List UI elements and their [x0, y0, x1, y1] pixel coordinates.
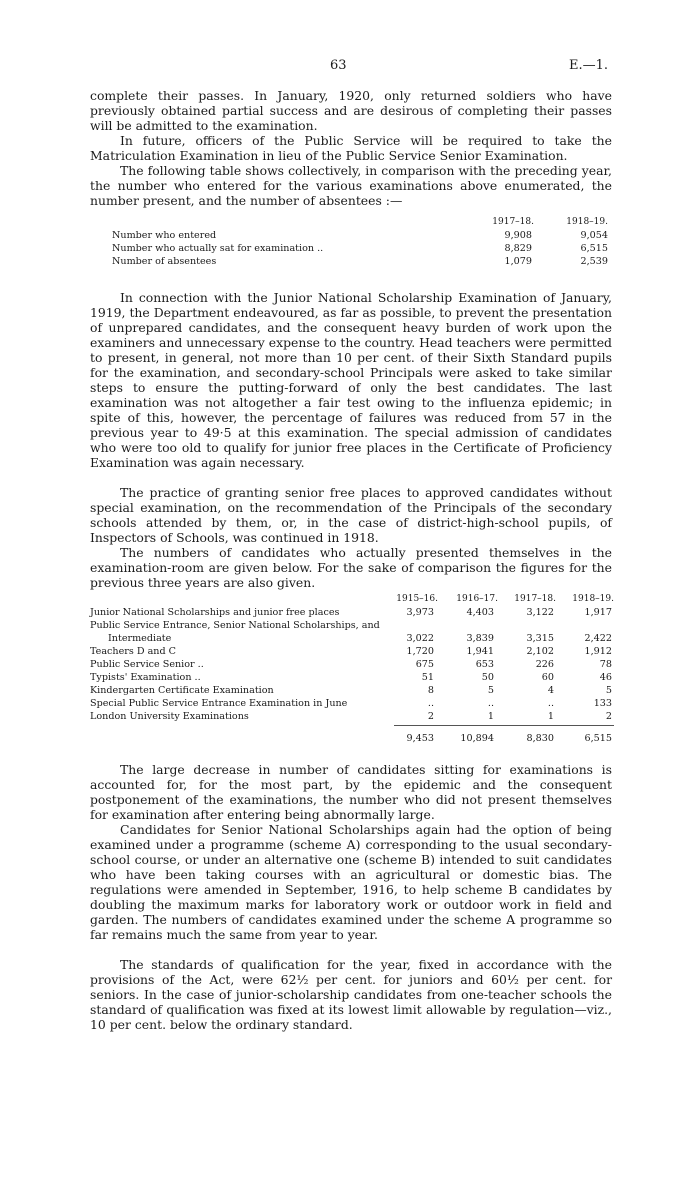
- table-cell: 9,908: [504, 230, 532, 241]
- table-cell: 2,539: [580, 256, 608, 267]
- table-cell: 3,022: [406, 633, 434, 644]
- table-cell: ..: [547, 698, 554, 709]
- table-cell: 2: [605, 711, 612, 722]
- table-cell: 3,973: [406, 607, 434, 618]
- column-header: 1917–18.: [492, 217, 534, 227]
- table-cell: 51: [421, 672, 434, 683]
- table-cell: 2: [427, 711, 434, 722]
- paragraph-senior-free-places: The practice of granting senior free places to approved candidates without special examination, on the recommendation of the Principals of the secondary schools attended by them, or, in the case of district-high-school pupils, of Inspectors of Schools, was continued in 1918.: [90, 485, 612, 545]
- table-row: [90, 684, 614, 697]
- column-header: 1915–16.: [396, 594, 438, 604]
- table-row: [90, 658, 614, 671]
- paragraph-public-service: In future, officers of the Public Service will be required to take the Matriculation Examination in lieu of the Public Service Senior Examination.: [90, 133, 612, 163]
- column-header: 1918–19.: [572, 594, 614, 604]
- table-cell: 46: [599, 672, 612, 683]
- table-cell: ..: [427, 698, 434, 709]
- paragraph-junior-scholarship: In connection with the Junior National Scholarship Examination of January, 1919, the Department endeavoured, as far as possible, to prevent the presentation of unprepared candidates, and the consequent heavy burden of work upon the examiners and unnecessary expense to the country. Head teachers were permitted to present, in general, not more than 10 per cent. of their Sixth Standard pupils for the examination, and secondary-school Principals were asked to take similar steps to ensure the putting-forward of only the best candidates. The last examination was not altogether a fair test owing to the influenza epidemic; in spite of this, however, the percentage of failures was reduced from 57 in the previous year to 49·5 at this examination. The special admission of candidates who were too old to qualify for junior free places in the Certificate of Proficiency Examination was again necessary.: [90, 290, 612, 470]
- table-cell: 9,054: [580, 230, 608, 241]
- table-row: [90, 671, 614, 684]
- table-cell: 133: [593, 698, 612, 709]
- row-label: Public Service Entrance, Senior National Scholarships, and: [90, 620, 380, 631]
- row-label: London University Examinations: [90, 711, 249, 722]
- table-cell: 1: [547, 711, 554, 722]
- table-cell: 1,917: [584, 607, 612, 618]
- table-cell: 1,941: [466, 646, 494, 657]
- row-label: Typists' Examination ..: [90, 672, 201, 683]
- paragraph-decrease: The large decrease in number of candidates sitting for examinations is accounted for, for the most part, by the epidemic and the consequent postponement of the examinations, the number who did not present themselves for examination after entering being abnormally large.: [90, 762, 612, 822]
- table-cell: ..: [487, 698, 494, 709]
- table-row: [90, 606, 614, 619]
- paragraph-passes: complete their passes. In January, 1920, only returned soldiers who have previously obtained partial success and are desirous of completing their passes will be admitted to the examination.: [90, 88, 612, 133]
- paragraph-candidates-intro: The numbers of candidates who actually presented themselves in the examination-room are given below. For the sake of comparison the figures for the previous three years are also given.: [90, 545, 612, 590]
- table-cell: 3,839: [466, 633, 494, 644]
- row-label: Special Public Service Entrance Examination in June: [90, 698, 348, 709]
- column-header: 1916–17.: [456, 594, 498, 604]
- table-cell: 1,720: [406, 646, 434, 657]
- row-label: Number of absentees: [112, 256, 217, 267]
- page-header: [0, 58, 700, 76]
- table-cell: 6,515: [580, 243, 608, 254]
- table-cell: 2,102: [526, 646, 554, 657]
- column-header: 1917–18.: [514, 594, 556, 604]
- table-cell: 3,122: [526, 607, 554, 618]
- row-label: Number who actually sat for examination ..: [112, 243, 324, 254]
- table-cell: 3,315: [526, 633, 554, 644]
- table-row: [90, 697, 614, 710]
- total-cell: 10,894: [460, 733, 494, 744]
- table-row: [90, 645, 614, 658]
- table-cell: 78: [599, 659, 612, 670]
- table-cell: 226: [535, 659, 554, 670]
- table-row: [90, 710, 614, 723]
- table-row: [112, 255, 610, 268]
- totals-row: [90, 732, 614, 745]
- table-cell: 675: [415, 659, 434, 670]
- row-label: Teachers D and C: [90, 646, 177, 657]
- table-cell: 50: [481, 672, 494, 683]
- table-cell: 8,829: [504, 243, 532, 254]
- row-label: Junior National Scholarships and junior free places: [90, 607, 340, 618]
- table-header-row: [90, 593, 614, 606]
- row-label: Number who entered: [112, 230, 217, 241]
- paragraph-schemes: Candidates for Senior National Scholarships again had the option of being examined under a programme (scheme A) corresponding to the usual secondary-school course, or under an alternative one (scheme B) intended to suit candidates who have been taking courses with an agricultural or domestic bias. The regulations were amended in September, 1916, to help scheme B candidates by doubling the maximum marks for laboratory work or outdoor work in field and garden. The numbers of candidates examined under the scheme A programme so far remains much the same from year to year.: [90, 822, 612, 942]
- total-cell: 9,453: [406, 733, 434, 744]
- candidates-table: [90, 593, 614, 744]
- table-cell: 8: [427, 685, 434, 696]
- table-cell: 1,912: [584, 646, 612, 657]
- table-cell: 1: [487, 711, 494, 722]
- entrants-table: [112, 216, 610, 268]
- table-cell: 5: [605, 685, 612, 696]
- page-number: 63: [330, 58, 347, 73]
- total-cell: 8,830: [526, 733, 554, 744]
- table-cell: 60: [541, 672, 554, 683]
- document-reference: E.—1.: [568, 58, 608, 73]
- table-row: [90, 632, 614, 645]
- row-label: Kindergarten Certificate Examination: [90, 685, 274, 696]
- table-row: [112, 242, 610, 255]
- paragraph-qualification-standards: The standards of qualification for the year, fixed in accordance with the provisions of the Act, were 62½ per cent. for juniors and 60½ per cent. for seniors. In the case of junior-scholarship candidates from one-teacher schools the standard of qualification was fixed at its lowest limit allowable by regulation—viz., 10 per cent. below the ordinary standard.: [90, 957, 612, 1032]
- table-header-row: [112, 216, 610, 229]
- column-header: 1918–19.: [566, 217, 608, 227]
- total-cell: 6,515: [584, 733, 612, 744]
- table-cell: 2,422: [584, 633, 612, 644]
- table-cell: 4: [547, 685, 554, 696]
- table-cell: 653: [475, 659, 494, 670]
- table-cell: 5: [487, 685, 494, 696]
- paragraph-table-intro: The following table shows collectively, in comparison with the preceding year, the number who entered for the various examinations above enumerated, the number present, and the number of absentees :—: [90, 163, 612, 208]
- table-row: [90, 619, 614, 632]
- table-cell: 4,403: [466, 607, 494, 618]
- totals-rule: [394, 725, 614, 726]
- table-row: [112, 229, 610, 242]
- row-label: Public Service Senior ..: [90, 659, 204, 670]
- row-label: Intermediate: [108, 633, 172, 644]
- table-cell: 1,079: [504, 256, 532, 267]
